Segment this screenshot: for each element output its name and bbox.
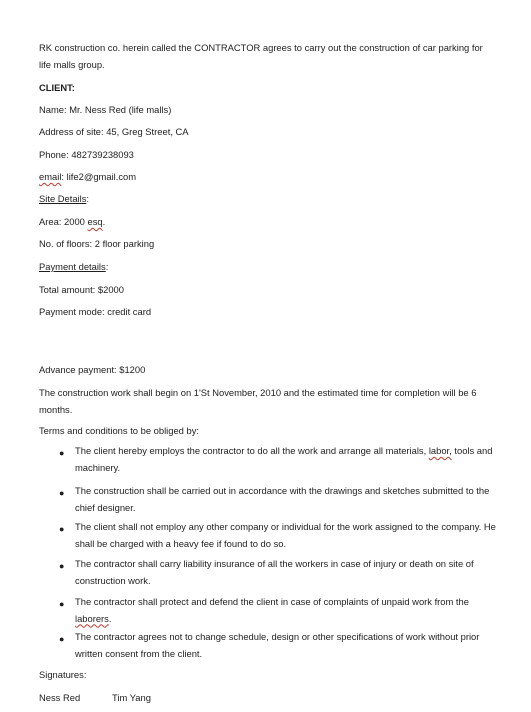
bullet-icon: ● <box>59 634 65 644</box>
term-text: The construction shall be carried out in accordance with the drawings and sketches submitted to the chief designer. <box>75 485 490 513</box>
email-value: : life2@gmail.com <box>61 171 137 182</box>
client-heading: CLIENT: <box>39 82 75 93</box>
list-item-text <box>75 483 497 516</box>
payment-details-heading <box>39 259 108 275</box>
bullet-icon: ● <box>59 561 65 571</box>
signatures-heading: Signatures: <box>39 669 87 680</box>
term-text: The contractor shall protect and defend the client in case of complaints of unpaid work from the <box>75 596 469 607</box>
flagged-word: labor, <box>428 445 452 456</box>
schedule-paragraph: The construction work shall begin on 1'St November, 2010 and the estimated time for completion will be 6 months. <box>39 387 477 415</box>
client-email <box>39 169 136 185</box>
site-floors: No. of floors: 2 floor parking <box>39 238 155 249</box>
list-item-text <box>75 443 497 476</box>
flagged-word: laborers <box>75 612 109 624</box>
list-item-text <box>75 556 497 589</box>
area-period: . <box>102 216 106 227</box>
payment-mode: Payment mode: credit card <box>39 306 152 317</box>
payment-advance: Advance payment: $1200 <box>39 364 146 375</box>
term-text: The client hereby employs the contractor to do all the work and arrange all materials, <box>75 445 429 456</box>
bullet-icon: ● <box>59 524 65 534</box>
term-text-end: tools and machinery. <box>75 445 493 473</box>
bullet-icon: ● <box>59 488 65 498</box>
site-area <box>39 214 105 230</box>
intro-paragraph <box>39 40 494 73</box>
intro-text-start: RK construction co. herein called the <box>39 42 195 53</box>
site-details-heading <box>39 191 89 207</box>
signature-party-1: Ness Red <box>39 692 81 703</box>
client-address: Address of site: 45, Greg Street, CA <box>39 126 189 137</box>
bullet-icon: ● <box>59 448 65 458</box>
client-name: Name: Mr. Ness Red (life malls) <box>39 104 172 115</box>
payment-total: Total amount: $2000 <box>39 284 124 295</box>
list-item-text <box>75 594 497 627</box>
client-phone: Phone: 482739238093 <box>39 149 134 160</box>
term-text-end: . <box>108 612 112 624</box>
bullet-icon: ● <box>59 599 65 609</box>
site-details-colon: : <box>86 193 90 204</box>
intro-text-end: agrees to carry out the construction of car parking for life malls group. <box>39 42 483 70</box>
payment-details-label: Payment details <box>39 261 106 272</box>
term-text: The contractor agrees not to change schedule, design or other specifications of work without prior written consent from the client. <box>75 631 480 659</box>
term-text: The client shall not employ any other company or individual for the work assigned to the company. He shall be charged with a heavy fee if found to do so. <box>75 521 496 549</box>
site-details-label: Site Details <box>39 193 87 204</box>
payment-details-colon: : <box>105 261 109 272</box>
area-unit: esq <box>87 216 103 227</box>
area-label: Area: 2000 <box>39 216 88 227</box>
email-label: email <box>39 171 62 182</box>
list-item-text <box>75 629 497 662</box>
term-text: The contractor shall carry liability insurance of all the workers in case of injury or death on site of construction work. <box>75 558 474 586</box>
list-item-text <box>75 519 497 552</box>
signature-party-2: Tim Yang <box>112 692 151 703</box>
contractor-term: CONTRACTOR <box>194 42 261 53</box>
terms-heading: Terms and conditions to be obliged by: <box>39 425 199 436</box>
